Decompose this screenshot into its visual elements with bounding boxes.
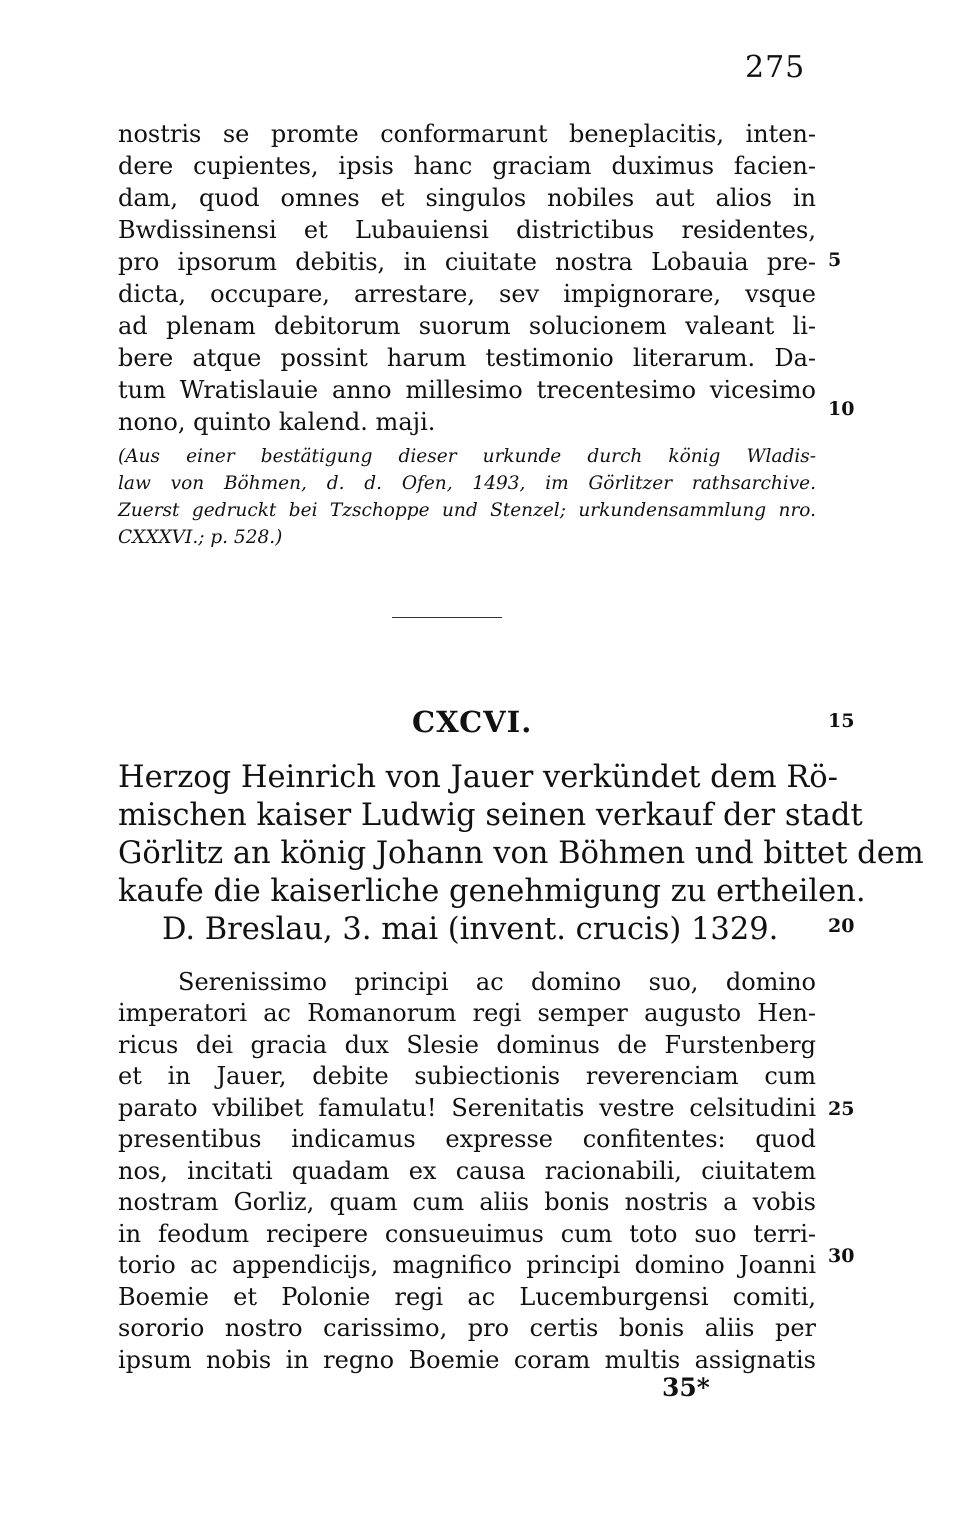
signature-mark: 35* — [662, 1373, 710, 1402]
text-line: dere cupientes, ipsis hanc graciam duximus facien- — [118, 152, 816, 180]
text-line: pro ipsorum debitis, in ciuitate nostra Lobauia pre- — [118, 248, 816, 276]
text-line: tum Wratislauie anno millesimo trecentesimo vicesimo — [118, 376, 816, 404]
line-number-25: 25 — [828, 1098, 855, 1120]
text-line: nono, quinto kalend. maji. — [118, 408, 436, 436]
text-line: ipsum nobis in regno Boemie coram multis assignatis — [118, 1346, 816, 1374]
title-line: Herzog Heinrich von Jauer verkündet dem Rö- — [118, 760, 838, 795]
text-line: imperatori ac Romanorum regi semper augusto Hen- — [118, 999, 816, 1027]
text-line: parato vbilibet famulatu! Serenitatis vestre celsitudini — [118, 1094, 816, 1122]
title-line: kaufe die kaiserliche genehmigung zu ertheilen. — [118, 874, 866, 909]
text-line: Boemie et Polonie regi ac Lucemburgensi comiti, — [118, 1283, 816, 1311]
text-line: ad plenam debitorum suorum solucionem valeant li- — [118, 312, 816, 340]
note-line: Zuerst gedruckt bei Tzschoppe und Stenzel; urkundensammlung nro. — [118, 500, 816, 521]
document-number: CXCVI. — [412, 705, 533, 739]
line-number-5: 5 — [828, 249, 842, 271]
text-line: sororio nostro carissimo, pro certis bonis aliis per — [118, 1314, 816, 1342]
text-line: nos, incitati quadam ex causa racionabili, ciuitatem — [118, 1157, 816, 1185]
note-line: law von Böhmen, d. d. Ofen, 1493, im Görlitzer rathsarchive. — [118, 473, 816, 494]
text-line: dicta, occupare, arrestare, sev impignorare, vsque — [118, 280, 816, 308]
title-date-line: D. Breslau, 3. mai (invent. crucis) 1329. — [162, 912, 779, 947]
text-line: nostris se promte conformarunt beneplacitis, inten- — [118, 120, 816, 148]
text-line: dam, quod omnes et singulos nobiles aut alios in — [118, 184, 816, 212]
text-line: presentibus indicamus expresse confitentes: quod — [118, 1125, 816, 1153]
text-line: torio ac appendicijs, magnifico principi domino Joanni — [118, 1251, 816, 1279]
text-line: et in Jauer, debite subiectionis reverenciam cum — [118, 1062, 816, 1090]
line-number-30: 30 — [828, 1245, 855, 1267]
section-separator — [392, 617, 502, 618]
text-line: in feodum recipere consueuimus cum toto suo terri- — [118, 1220, 816, 1248]
note-line: (Aus einer bestätigung dieser urkunde durch könig Wladis- — [118, 446, 816, 467]
title-line: mischen kaiser Ludwig seinen verkauf der stadt — [118, 798, 863, 833]
note-line: CXXXVI.; p. 528.) — [118, 527, 283, 548]
text-line: Bwdissinensi et Lubauiensi districtibus residentes, — [118, 216, 816, 244]
text-line: bere atque possint harum testimonio literarum. Da- — [118, 344, 816, 372]
page-number: 275 — [745, 50, 806, 85]
line-number-10: 10 — [828, 398, 855, 420]
text-line: Serenissimo principi ac domino suo, domino — [178, 968, 816, 996]
line-number-20: 20 — [828, 915, 855, 937]
text-line: ricus dei gracia dux Slesie dominus de Furstenberg — [118, 1031, 816, 1059]
text-line: nostram Gorliz, quam cum aliis bonis nostris a vobis — [118, 1188, 816, 1216]
title-line: Görlitz an könig Johann von Böhmen und bittet dem — [118, 836, 924, 871]
line-number-15: 15 — [828, 710, 855, 732]
